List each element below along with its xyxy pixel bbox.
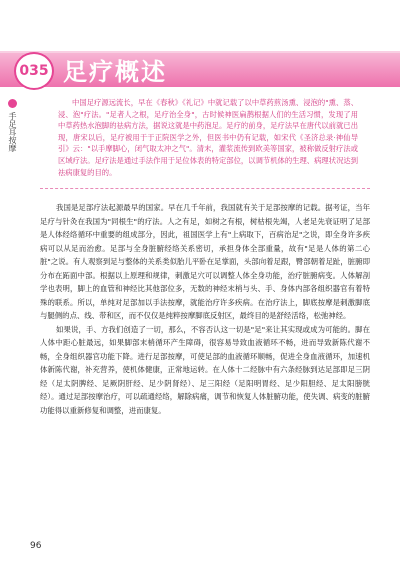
- section-divider: [40, 188, 370, 189]
- bullet-dot-icon: [8, 99, 17, 108]
- page-number: 96: [30, 541, 42, 551]
- body-paragraph: 我国是足部疗法起源最早的国家。早在几千年前，我国就有关于足部按摩的记载。据考证，当年足疗与针灸在我国为"同根生"的疗法。人之有足，如树之有根，树枯根先竭，人老足先衰证明了足部是人体经络循环中重要的组成部分，因此，祖国医学上有"上病取下，百病治足"之说，即全身许多疾病可以从足而治愈。足部与全身脏腑经络关系密切，承担身体全部重量，故有"足是人体的第二心脏"之说。有人观察到足与整体的关系类似胎儿平卧在足掌面，头部向着足跟，臀部朝着足趾，脏腑即分布在跖面中部。根据以上原理和规律，刺激足穴可以调整人体全身功能，治疗脏腑病变。人体解剖学也表明，脚上的血管和神经比其他部位多，无数的神经末梢与头、手、身体内部各组织器官有着特殊的联系。所以，单纯对足部加以手法按摩，就能治疗许多疾病。在治疗法上，脚底按摩是刺激脚底与腿侧的点、线、带和区，而不仅仅是纯粹按摩脚底反射区，最终目的是舒经活络，松弛神经。: [40, 203, 370, 320]
- body-paragraph: 如果说，手、方我们创造了一切，那么，不容否认这一切是"足"来让其实现或成为可能的。脚在人体中距心脏最远，如果脚部末梢循环产生障碍，很容易导致血液循环不畅，进而导致新陈代谢不畅，全身组织器官功能下降。进行足部按摩，可使足部的血液循环顺畅，促进全身血液循环，加速机体新陈代谢，补充营养，使机体健康，正常地运转。在人体十二经脉中有六条经脉到达足部即足三阴经（足太阴脾经、足厥阴肝经、足少阴肾经）、足三阳经（足阳明胃经、足少阳胆经、足太阳膀胱经）。通过足部按摩治疗，可以疏通经络，解除病痛，调节和恢复人体脏腑功能，使失调、病变的脏腑功能得以重新修复和调整，进而康复。: [40, 324, 370, 415]
- header-band: [0, 53, 400, 87]
- side-tab-label: 手足耳按摩: [8, 112, 17, 152]
- intro-paragraph: 中国足疗源远流长，早在《春秋》《礼记》中就记载了以中草药煎汤熏、浸泡的"熏、蒸、浸、泡"疗法。"足者人之根，足疗治全身"，古时候神医扁鹊根据人们的生活习惯，发现了用中草药热水泡脚的祛病方法，据说这就是中药泡足。足疗的前身，足疗法早在唐代以前就已出现，唐宋以后，足疗被用于于正院医学之外，但医书中仍有记载，如宋代《圣济总录·神仙导引》云："以手摩脚心，闭气取太冲之气"。清末，灌浆流传到欧美等国家，被称做反射疗法或区域疗法。足疗法是通过手法作用于足位体表的特定部位，以调节机体的生理、病理状况达到祛病康复的目的。: [58, 98, 358, 177]
- chapter-title: 足疗概述: [63, 58, 167, 86]
- side-tab: [5, 99, 19, 152]
- chapter-number-badge: [14, 52, 54, 90]
- chapter-number: 035: [19, 63, 49, 79]
- body-text: [40, 201, 370, 417]
